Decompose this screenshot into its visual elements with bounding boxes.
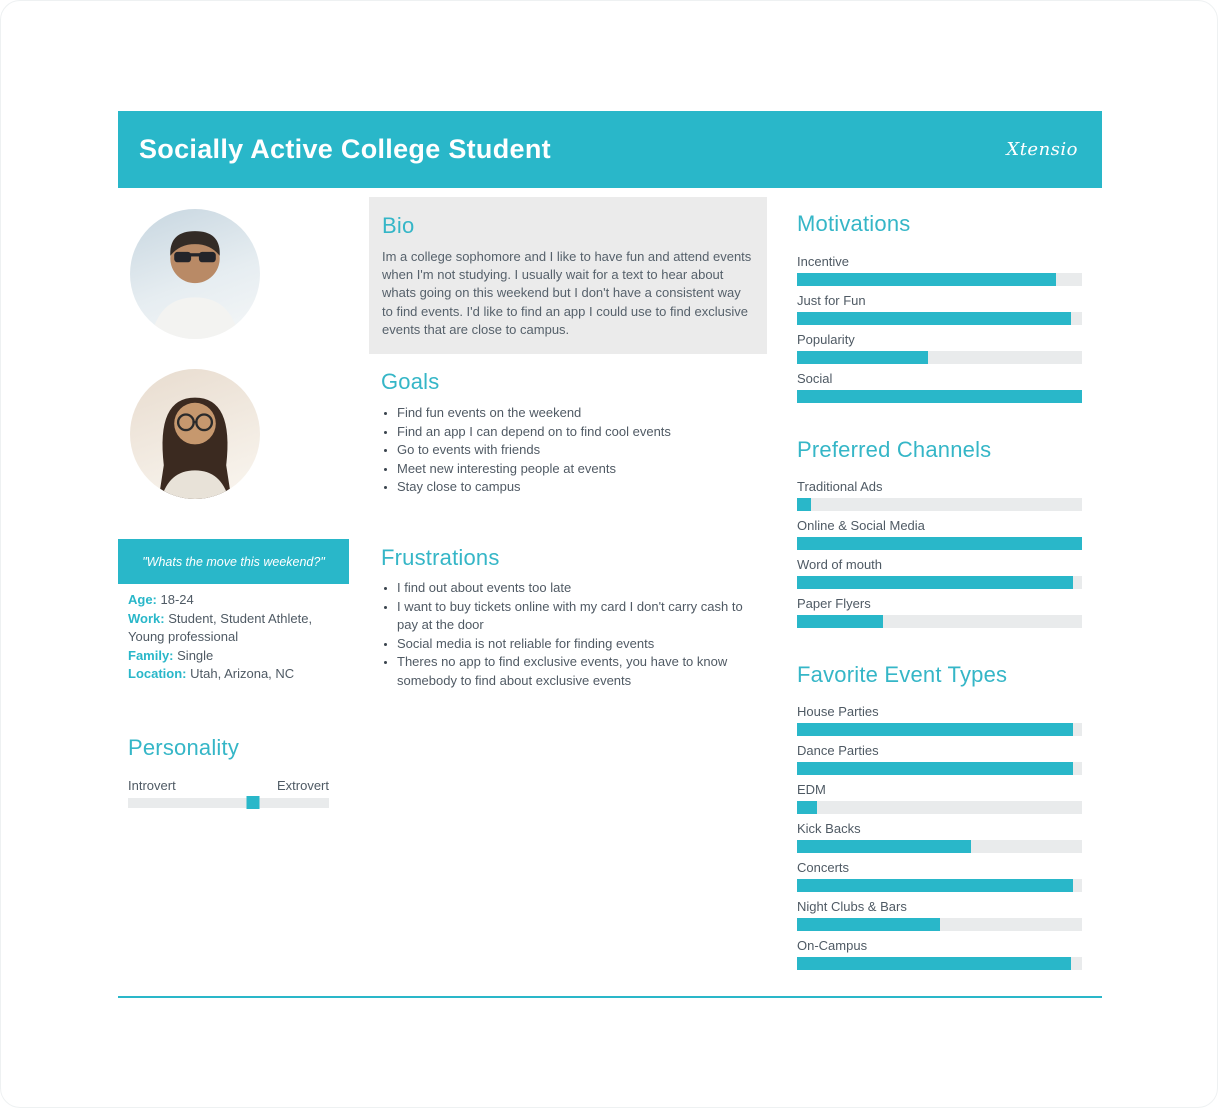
bar-label: On-Campus [797, 938, 868, 953]
bar-row [797, 254, 1082, 293]
favorite-event-types-heading: Favorite Event Types [797, 662, 1008, 687]
bar-row [797, 557, 1082, 596]
bar-fill [797, 801, 817, 814]
bar-row [797, 596, 1082, 635]
bar-fill [797, 351, 928, 364]
goal-item: • Find an app I can depend on to find cool events [397, 423, 763, 442]
bar-row [797, 821, 1082, 860]
bar-track [797, 312, 1082, 325]
field-work [128, 610, 346, 647]
bar-row [797, 860, 1082, 899]
frustrations-list [381, 579, 757, 690]
goals-heading: Goals [381, 369, 440, 394]
bar-label: Night Clubs & Bars [797, 899, 907, 914]
bar-label: EDM [797, 782, 826, 797]
bar-row [797, 518, 1082, 557]
bar-track [797, 762, 1082, 775]
bottom-divider [118, 996, 1102, 998]
female-silhouette-icon [130, 369, 260, 499]
field-work-label: Work: [128, 610, 165, 626]
bar-fill [797, 879, 1073, 892]
goal-item: • Go to events with friends [397, 441, 763, 460]
quote-text: "Whats the move this weekend?" [142, 554, 325, 569]
personality-heading: Personality [128, 735, 240, 760]
bar-fill [797, 762, 1073, 775]
field-location [128, 665, 346, 684]
bar-track [797, 918, 1082, 931]
goal-item: • Find fun events on the weekend [397, 404, 763, 423]
introvert-label: Introvert [128, 778, 176, 793]
field-family [128, 647, 346, 666]
bar-row [797, 899, 1082, 938]
xtensio-logo: Xtensio [1006, 139, 1078, 160]
bar-track [797, 879, 1082, 892]
field-location-label: Location: [128, 666, 187, 681]
goal-item: • Stay close to campus [397, 478, 763, 497]
bar-track [797, 537, 1082, 550]
frustration-item: • Social media is not reliable for finding events [397, 635, 757, 654]
quote-box [118, 539, 349, 584]
bar-fill [797, 615, 883, 628]
bar-label: Online & Social Media [797, 518, 925, 533]
bar-track [797, 723, 1082, 736]
favorite-event-types-bars [797, 704, 1082, 977]
field-age [128, 591, 346, 610]
avatar-photo-male [130, 209, 260, 339]
bar-fill [797, 312, 1071, 325]
bar-label: Dance Parties [797, 743, 879, 758]
bar-fill [797, 498, 811, 511]
bar-row [797, 782, 1082, 821]
header-bar [118, 111, 1102, 188]
bar-fill [797, 273, 1056, 286]
bar-fill [797, 390, 1082, 403]
motivations-heading: Motivations [797, 211, 911, 236]
goal-item: • Meet new interesting people at events [397, 460, 763, 479]
bar-track [797, 840, 1082, 853]
bio-text: Im a college sophomore and I like to have fun and attend events when I'm not studying. I usually wait for a text to hear about whats going on this weekend but I don't have a consistent way to find events. I'd like to find an app I could use to find exclusive events that are close to campus. [382, 249, 752, 337]
bar-fill [797, 576, 1073, 589]
bar-row [797, 293, 1082, 332]
page-title: Socially Active College Student [139, 134, 551, 164]
personality-slider-handle[interactable] [246, 796, 259, 809]
bar-row [797, 332, 1082, 371]
bar-track [797, 351, 1082, 364]
bar-label: Word of mouth [797, 557, 883, 572]
motivations-bars [797, 254, 1082, 410]
bar-fill [797, 957, 1071, 970]
bar-track [797, 498, 1082, 511]
bar-fill [797, 918, 940, 931]
frustration-item: • I find out about events too late [397, 579, 757, 598]
frustration-item: • I want to buy tickets online with my card I don't carry cash to pay at the door [397, 598, 757, 635]
bar-fill [797, 723, 1073, 736]
bar-track [797, 957, 1082, 970]
bio-heading: Bio [382, 213, 415, 238]
field-work-value: Student, Student Athlete, Young professional [128, 610, 313, 644]
field-location-value: Utah, Arizona, NC [190, 666, 295, 681]
bar-row [797, 743, 1082, 782]
bar-row [797, 371, 1082, 410]
personality-scale-labels [128, 778, 329, 793]
personality-slider-track [128, 798, 329, 808]
bar-track [797, 615, 1082, 628]
field-age-value: 18-24 [160, 592, 194, 607]
bar-label: House Parties [797, 704, 879, 719]
bar-label: Popularity [797, 332, 855, 347]
bar-label: Kick Backs [797, 821, 861, 836]
bar-label: Incentive [797, 254, 850, 269]
bar-label: Traditional Ads [797, 479, 883, 494]
avatar-photo-female [130, 369, 260, 499]
bar-label: Social [797, 371, 833, 386]
demographics [128, 591, 346, 684]
bar-label: Concerts [797, 860, 850, 875]
preferred-channels-bars [797, 479, 1082, 635]
bar-track [797, 273, 1082, 286]
bar-track [797, 390, 1082, 403]
frustrations-heading: Frustrations [381, 545, 500, 570]
bar-track [797, 801, 1082, 814]
bar-fill [797, 537, 1082, 550]
bio-section [369, 197, 767, 354]
bar-fill [797, 840, 971, 853]
male-silhouette-icon [130, 209, 260, 339]
goals-list [381, 404, 763, 497]
bar-track [797, 576, 1082, 589]
field-age-label: Age: [128, 592, 157, 607]
preferred-channels-heading: Preferred Channels [797, 437, 992, 462]
bar-row [797, 938, 1082, 977]
bar-row [797, 704, 1082, 743]
bar-label: Just for Fun [797, 293, 866, 308]
frustration-item: • Theres no app to find exclusive events, you have to know somebody to find about exclusive events [397, 653, 757, 690]
field-family-value: Single [177, 647, 214, 663]
field-family-label: Family: [128, 647, 174, 663]
bar-label: Paper Flyers [797, 596, 871, 611]
extrovert-label: Extrovert [276, 778, 329, 793]
bar-row [797, 479, 1082, 518]
